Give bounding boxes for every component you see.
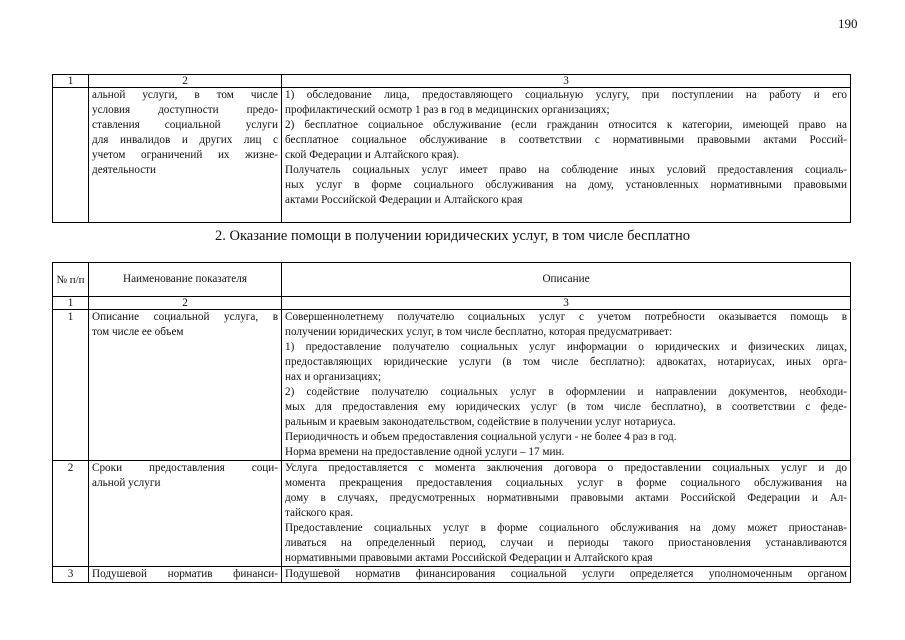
column-number: 2 bbox=[89, 297, 282, 310]
column-number: 2 bbox=[89, 75, 282, 88]
text-line: учетом ограничений их жизне- bbox=[92, 149, 278, 161]
text-line: Норма времени на предоставление одной услуги – 17 мин. bbox=[285, 446, 565, 458]
indicator-name-cell bbox=[89, 310, 282, 461]
text-line: нах и организациях; bbox=[285, 371, 382, 383]
text-line: бесплатное социальное обслуживание в соответствии с нормативными правовыми актами Россий- bbox=[285, 134, 847, 146]
indicator-name-cell bbox=[89, 567, 282, 583]
text-line: Подушевой норматив финанси- bbox=[92, 568, 278, 580]
table-row bbox=[53, 88, 851, 223]
text-line: 2) содействие получателю социальных услуг в оформлении и направлении документов, необходи- bbox=[285, 386, 847, 398]
indicator-name-cell bbox=[89, 88, 282, 223]
text-line: Периодичность и объем предоставления социальной услуги - не более 4 раз в год. bbox=[285, 431, 677, 443]
header-indicator-name: Наименование показателя bbox=[89, 263, 282, 297]
text-line: 1) предоставление получателю социальных услуг информации о юридических и физических лицах, bbox=[285, 341, 847, 353]
text-line: Совершеннолетнему получателю социальных услуг с учетом потребности оказывается помощь в bbox=[285, 311, 847, 323]
column-number-row bbox=[53, 297, 851, 310]
text-line: 1) обследование лица, предоставляющего социальную услугу, при поступлении на работу и его bbox=[285, 89, 847, 101]
section-title: 2. Оказание помощи в получении юридических услуг, в том числе бесплатно bbox=[214, 228, 690, 244]
text-line: момента прекращения предоставления социальных услуг в форме социального обслуживания на bbox=[285, 477, 847, 489]
text-line: альной услуги, в том числе bbox=[92, 89, 278, 101]
row-number-cell bbox=[53, 88, 89, 223]
text-line: альной услуги bbox=[92, 477, 161, 489]
text-line: нормативными правовыми актами Российской Федерации и Алтайского края bbox=[285, 552, 653, 564]
row-number: 2 bbox=[53, 461, 89, 567]
text-line: том числе ее объем bbox=[92, 326, 184, 338]
column-number: 3 bbox=[282, 297, 851, 310]
text-line: условия доступности предо- bbox=[92, 104, 278, 116]
description-cell bbox=[282, 310, 851, 461]
header-row bbox=[53, 263, 851, 297]
description-cell bbox=[282, 461, 851, 567]
table-row bbox=[53, 310, 851, 461]
text-line: тайского края. bbox=[285, 507, 354, 519]
page-number: 190 bbox=[838, 16, 858, 31]
text-line: профилактический осмотр 1 раз в год в медицинских организациях; bbox=[285, 104, 610, 116]
indicator-name-cell bbox=[89, 461, 282, 567]
main-table bbox=[52, 262, 851, 583]
text-line: ных услуг в форме социального обслуживания на дому, установленных нормативными правовыми bbox=[285, 179, 847, 191]
top-table bbox=[52, 74, 851, 223]
header-number: № п/п bbox=[53, 263, 89, 297]
column-number-row bbox=[53, 75, 851, 88]
text-line: дому в случаях, предусмотренных нормативными правовыми актами Российской Федерации и Ал- bbox=[285, 492, 847, 504]
column-number: 1 bbox=[53, 297, 89, 310]
row-number: 1 bbox=[53, 310, 89, 461]
text-line: Сроки предоставления соци- bbox=[92, 462, 278, 474]
text-line: для инвалидов и других лиц с bbox=[92, 134, 278, 146]
text-line: получении юридических услуг, в том числе бесплатно, которая предусматривает: bbox=[285, 326, 673, 338]
table-row bbox=[53, 567, 851, 583]
text-line: мых для предоставления ему юридических услуг (в том числе бесплатно), в соответствии с феде- bbox=[285, 401, 847, 413]
text-line: Получатель социальных услуг имеет право на соблюдение иных условий предоставления социаль- bbox=[285, 164, 847, 176]
row-number: 3 bbox=[53, 567, 89, 583]
text-line: Предоставление социальных услуг в форме социального обслуживания на дому может приостанав- bbox=[285, 522, 847, 534]
text-line: ливаться на определенный период, случаи и периоды такого приостановления устанавливаются bbox=[285, 537, 847, 549]
text-line: 2) бесплатное социальное обслуживание (если гражданин относится к категории, имеющей право на bbox=[285, 119, 847, 131]
text-line: Услуга предоставляется с момента заключения договора о предоставлении социальных услуг и до bbox=[285, 462, 847, 474]
description-cell bbox=[282, 88, 851, 223]
text-line: Подушевой норматив финансирования социальной услуги определяется уполномоченным органом bbox=[285, 568, 847, 580]
text-line: ральным и краевым законодательством, содействие в получении услуг нотариуса. bbox=[285, 416, 676, 428]
column-number: 1 bbox=[53, 75, 89, 88]
text-line: деятельности bbox=[92, 164, 157, 176]
header-description: Описание bbox=[282, 263, 851, 297]
table-row bbox=[53, 461, 851, 567]
text-line: Описание социальной услуга, в bbox=[92, 311, 278, 323]
text-line: актами Российской Федерации и Алтайского края bbox=[285, 194, 523, 206]
text-line: ской Федерации и Алтайского края). bbox=[285, 149, 460, 161]
text-line: предоставляющих юридические услуги (в том числе бесплатно): адвокатах, нотариусах, иных орга- bbox=[285, 356, 847, 368]
description-cell bbox=[282, 567, 851, 583]
column-number: 3 bbox=[282, 75, 851, 88]
text-line: ставления социальной услуги bbox=[92, 119, 278, 131]
